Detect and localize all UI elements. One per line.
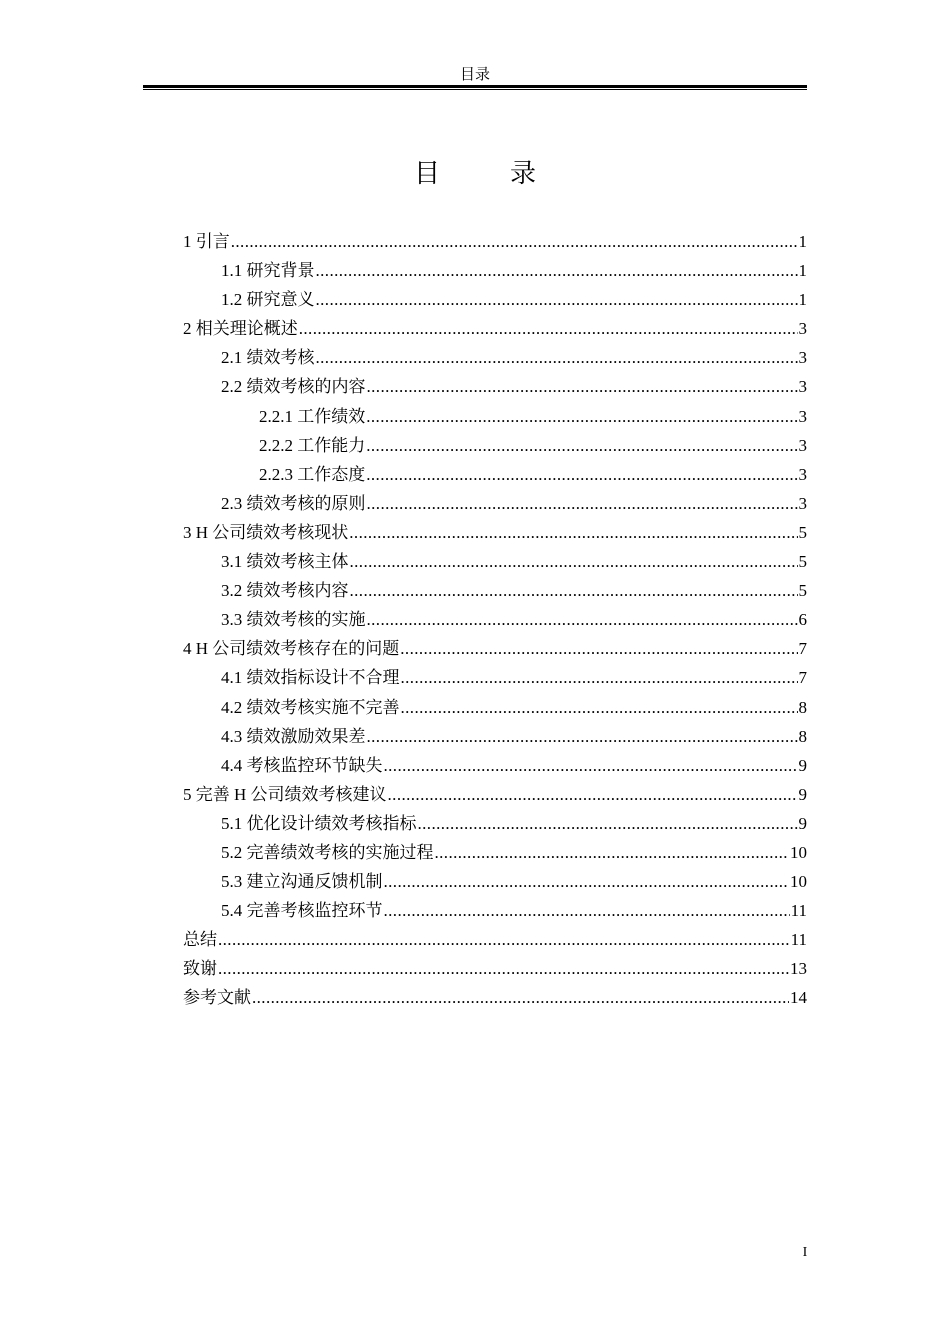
toc-dot-leader [388,780,798,809]
toc-dot-leader [366,402,797,431]
toc-entry-page: 3 [798,435,807,455]
running-header: 目录 [459,67,490,83]
toc-dot-leader [316,343,798,372]
toc-dot-leader [349,518,797,547]
toc-dot-leader [418,809,798,838]
toc-entry-page: 7 [798,668,807,688]
toc-entry-label: 4.1 绩效指标设计不合理 [221,668,400,688]
toc-entry[interactable] [183,547,807,576]
toc-entry-page: 10 [790,872,807,892]
toc-entry[interactable] [183,227,807,256]
toc-dot-leader [367,489,798,518]
toc-entry-page: 9 [798,813,807,833]
toc-entry[interactable] [183,809,807,838]
toc-entry[interactable] [183,983,807,1012]
toc-entry-page: 1 [798,232,807,251]
toc-entry[interactable] [183,314,807,343]
toc-entry-label: 4.3 绩效激励效果差 [221,726,366,746]
toc-entry[interactable] [183,838,807,867]
header-double-rule [143,85,807,90]
toc-entry[interactable] [183,722,807,751]
toc-entry-page: 1 [798,261,807,281]
toc-dot-leader [366,431,797,460]
toc-entry-label: 1.2 研究意义 [221,290,315,310]
toc-entry-page: 5 [798,522,807,542]
toc-entry-page: 13 [790,959,807,979]
toc-entry-label: 2.2.2 工作能力 [259,435,366,455]
toc-entry-page: 9 [798,784,807,804]
toc-entry[interactable] [183,460,807,489]
toc-dot-leader [231,227,798,256]
toc-entry[interactable] [183,780,807,809]
toc-entry-label: 2.2.3 工作态度 [259,464,366,484]
toc-entry-page: 7 [798,639,807,659]
toc-title: 目 录 [413,159,558,188]
toc-entry-label: 5 完善 H 公司绩效考核建议 [183,784,387,804]
toc-entry-page: 3 [798,319,807,339]
toc-entry-label: 4.4 考核监控环节缺失 [221,755,383,775]
toc-entry[interactable] [183,663,807,692]
toc-dot-leader [350,576,798,605]
toc-entry-label: 2.2.1 工作绩效 [259,406,366,426]
toc-dot-leader [316,256,798,285]
toc-dot-leader [384,751,798,780]
toc-entry-label: 5.2 完善绩效考核的实施过程 [221,842,434,862]
toc-entry-label: 2.1 绩效考核 [221,348,315,368]
toc-entry-page: 3 [798,377,807,397]
toc-entry-label: 1.1 研究背景 [221,261,315,281]
toc-entry-label: 3 H 公司绩效考核现状 [183,522,349,542]
toc-entry-label: 2.2 绩效考核的内容 [221,377,366,397]
toc-dot-leader [299,314,798,343]
toc-entry[interactable] [183,343,807,372]
toc-dot-leader [316,285,798,314]
toc-dot-leader [350,547,798,576]
toc-entry[interactable] [183,285,807,314]
toc-entry-label: 3.1 绩效考核主体 [221,552,349,572]
toc-dot-leader [218,925,790,954]
toc-entry[interactable] [183,431,807,460]
toc-entry-page: 6 [798,610,807,630]
toc-dot-leader [401,663,798,692]
toc-dot-leader [367,722,798,751]
toc-entry[interactable] [183,925,807,954]
toc-entry[interactable] [183,256,807,285]
toc-entry-page: 11 [790,930,807,950]
page-number: I [802,1245,808,1260]
toc-dot-leader [367,372,798,401]
toc-entry-label: 3.3 绩效考核的实施 [221,610,366,630]
table-of-contents [183,227,807,1013]
toc-dot-leader [384,896,790,925]
toc-dot-leader [252,983,789,1012]
toc-entry-label: 4.2 绩效考核实施不完善 [221,697,400,717]
toc-entry-page: 3 [798,406,807,426]
toc-entry-page: 5 [798,581,807,601]
toc-entry[interactable] [183,867,807,896]
toc-entry[interactable] [183,372,807,401]
toc-dot-leader [435,838,790,867]
toc-entry[interactable] [183,954,807,983]
toc-dot-leader [366,460,797,489]
toc-entry-label: 5.1 优化设计绩效考核指标 [221,813,417,833]
toc-entry[interactable] [183,693,807,722]
toc-entry-page: 9 [798,755,807,775]
toc-entry-page: 8 [798,697,807,717]
toc-dot-leader [218,954,789,983]
toc-entry-page: 10 [790,842,807,862]
toc-entry[interactable] [183,751,807,780]
toc-dot-leader [384,867,790,896]
toc-entry[interactable] [183,489,807,518]
toc-entry-page: 5 [798,552,807,572]
toc-entry-page: 3 [798,348,807,368]
toc-entry-label: 5.4 完善考核监控环节 [221,901,383,921]
toc-entry-label: 参考文献 [183,988,251,1008]
toc-entry[interactable] [183,634,807,663]
toc-entry-label: 3.2 绩效考核内容 [221,581,349,601]
toc-entry-page: 8 [798,726,807,746]
toc-entry-label: 4 H 公司绩效考核存在的问题 [183,639,400,659]
toc-entry-label: 1 引言 [183,232,230,251]
toc-entry[interactable] [183,896,807,925]
toc-entry-page: 11 [790,901,807,921]
toc-entry[interactable] [183,402,807,431]
toc-entry-page: 1 [798,290,807,310]
toc-entry-label: 2 相关理论概述 [183,319,298,339]
toc-entry[interactable] [183,576,807,605]
toc-entry[interactable] [183,605,807,634]
toc-dot-leader [400,634,797,663]
toc-entry[interactable] [183,518,807,547]
toc-entry-label: 致谢 [183,959,217,979]
toc-dot-leader [367,605,798,634]
toc-entry-label: 总结 [183,930,217,950]
toc-entry-label: 5.3 建立沟通反馈机制 [221,872,383,892]
toc-entry-page: 14 [790,988,807,1008]
toc-dot-leader [401,693,798,722]
toc-entry-page: 3 [798,464,807,484]
toc-entry-label: 2.3 绩效考核的原则 [221,493,366,513]
toc-entry-page: 3 [798,493,807,513]
